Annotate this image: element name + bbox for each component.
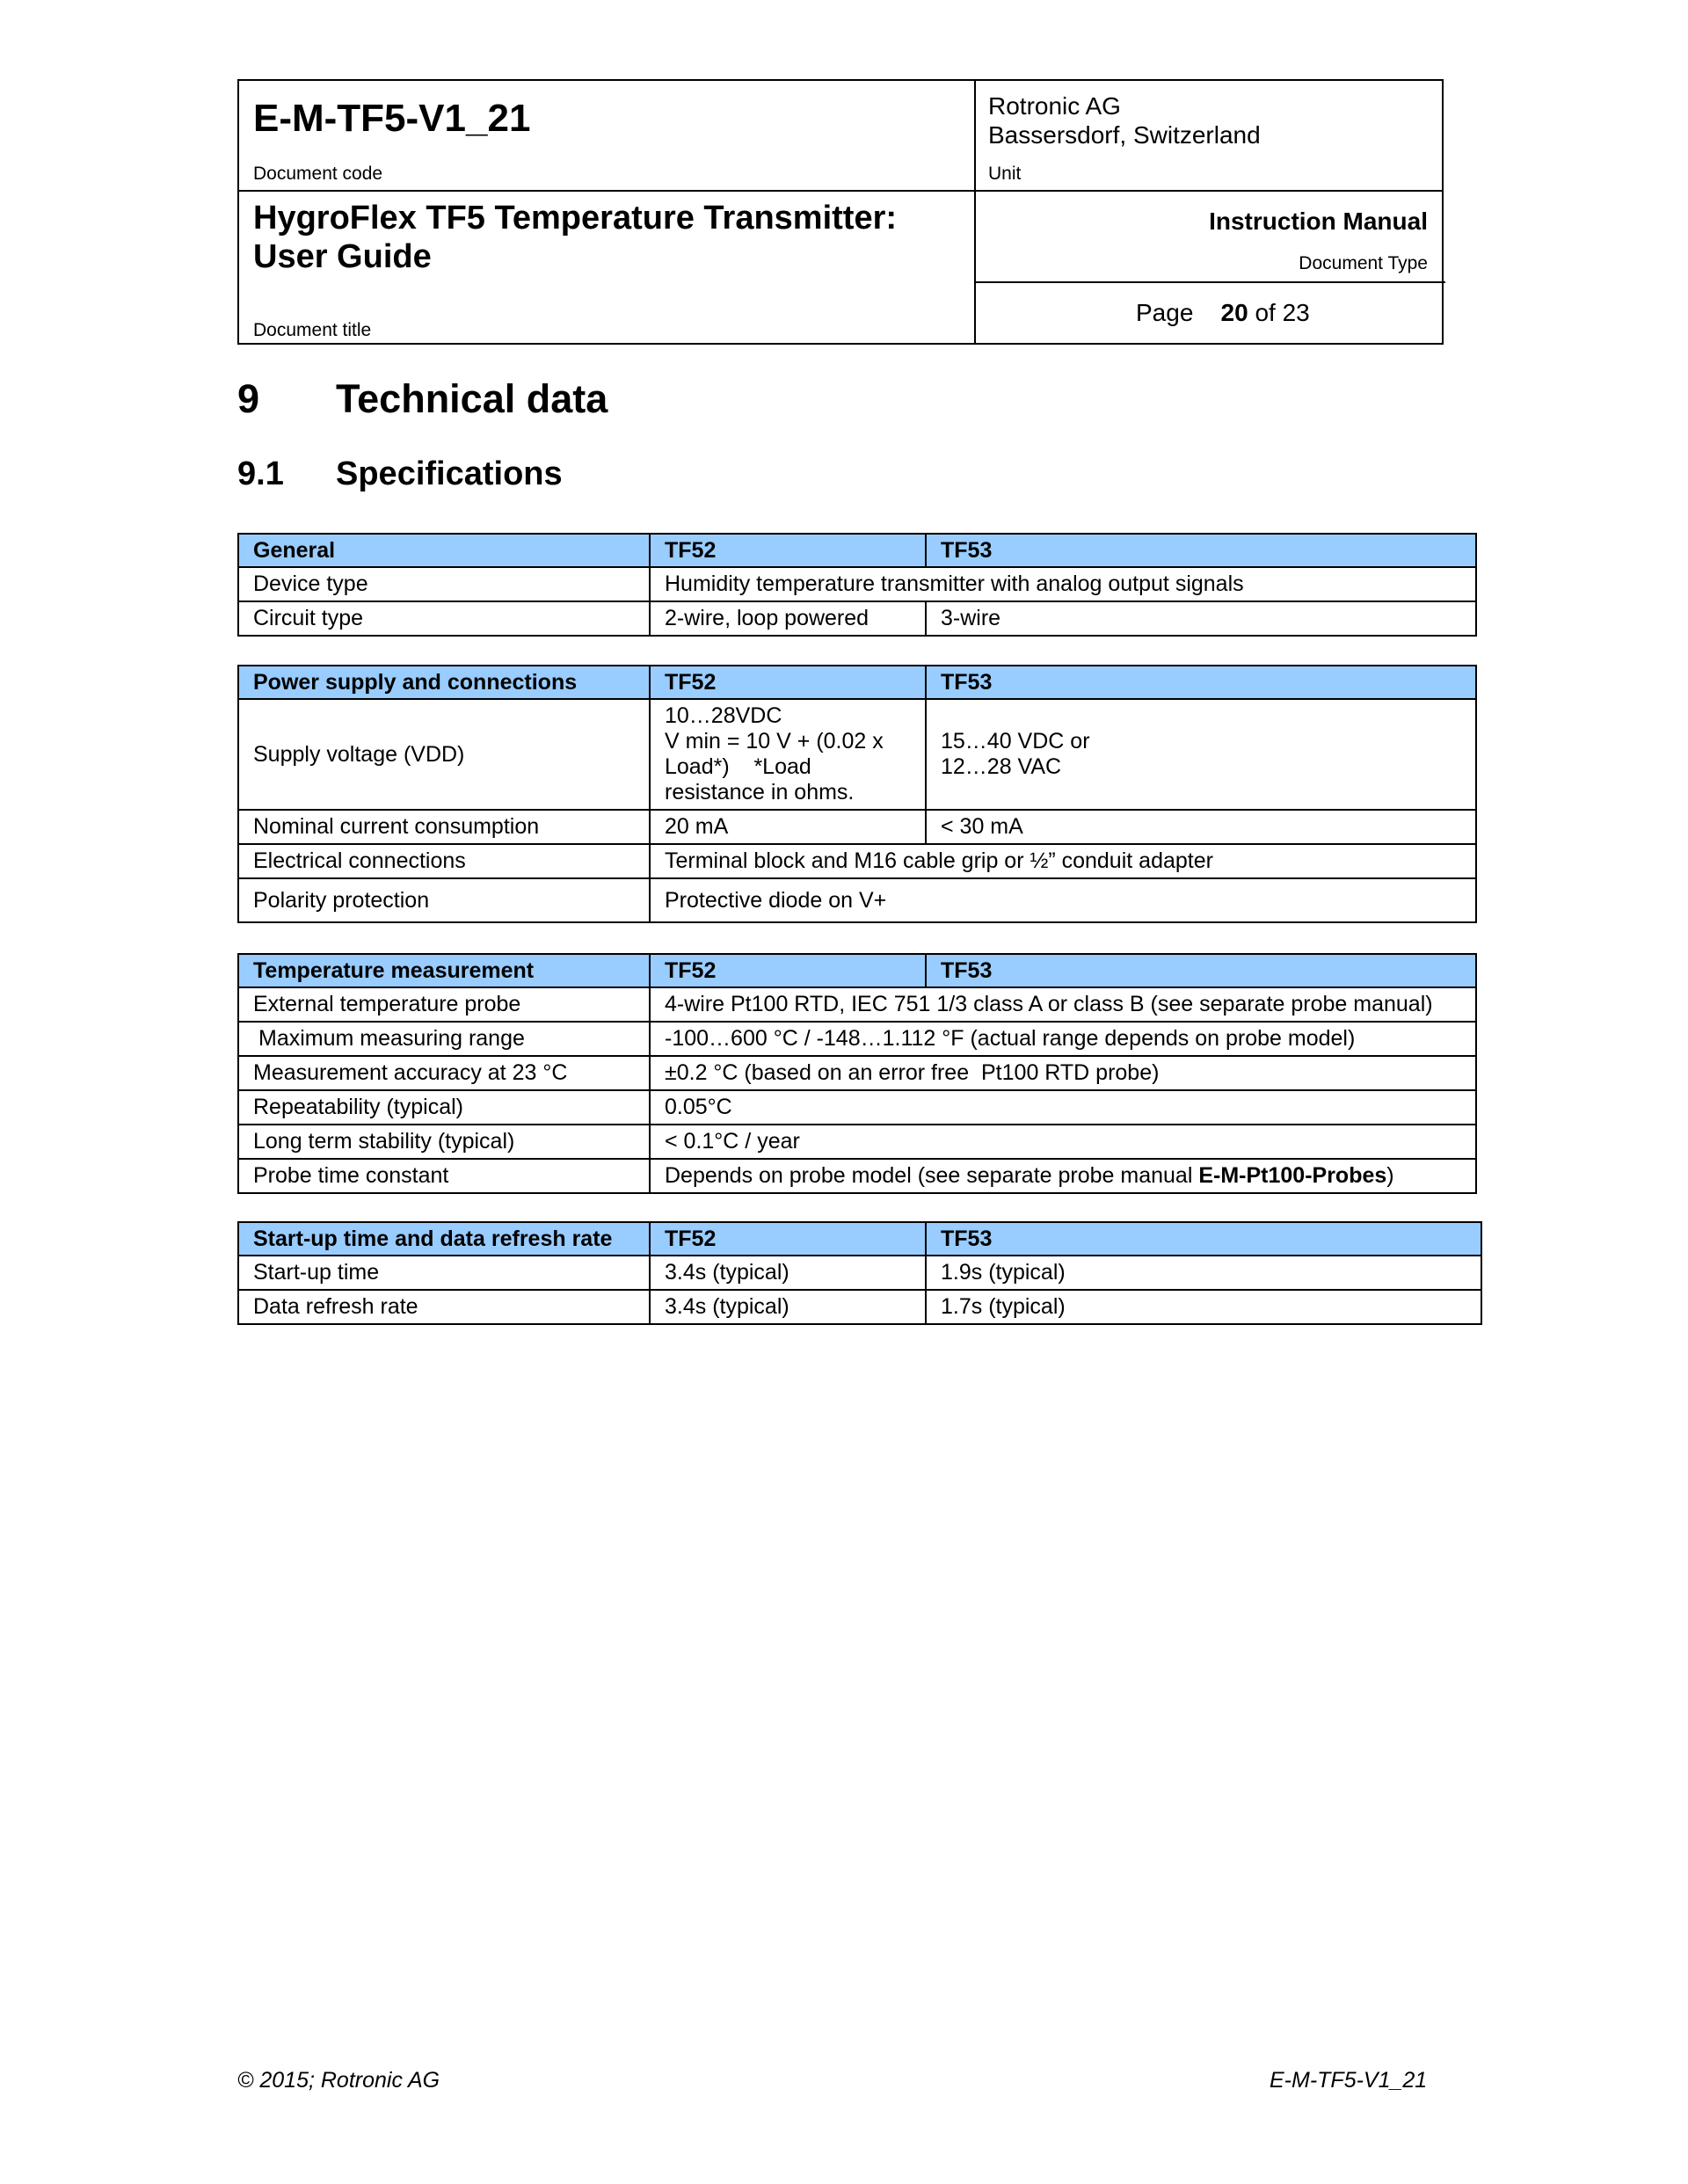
header-cell: Start-up time and data refresh rate xyxy=(238,1222,650,1256)
row-label: External temperature probe xyxy=(238,987,650,1022)
row-value: Terminal block and M16 cable grip or ½” conduit adapter xyxy=(650,844,1476,878)
general-table xyxy=(237,533,1477,637)
unit-label: Unit xyxy=(988,164,1022,184)
header-cell: TF53 xyxy=(926,1222,1481,1256)
supply-tf53-line: 12…28 VAC xyxy=(941,754,1062,779)
row-value-tf52: 20 mA xyxy=(650,810,926,844)
row-value: < 0.1°C / year xyxy=(650,1125,1476,1159)
row-value-tf52: 3.4s (typical) xyxy=(650,1256,926,1290)
subsection-number: 9.1 xyxy=(237,455,284,492)
header-cell: TF53 xyxy=(926,534,1476,567)
subsection-title: Specifications xyxy=(336,455,563,492)
document-title-line1: HygroFlex TF5 Temperature Transmitter: xyxy=(253,200,898,237)
table-row xyxy=(238,987,1476,1022)
row-label: Long term stability (typical) xyxy=(238,1125,650,1159)
page-current: 20 xyxy=(1220,299,1248,326)
header-cell: TF52 xyxy=(650,954,926,987)
power-table xyxy=(237,665,1477,923)
section-heading xyxy=(237,376,608,422)
document-title-label: Document title xyxy=(253,320,372,340)
row-label: Device type xyxy=(238,567,650,601)
document-type-label: Document Type xyxy=(1299,253,1428,273)
unit-info xyxy=(988,91,1261,149)
probe-manual-reference: E-M-Pt100-Probes xyxy=(1198,1163,1387,1188)
table-header-row xyxy=(238,1222,1481,1256)
time-constant-text: Depends on probe model (see separate probe manual xyxy=(665,1163,1199,1188)
row-value: -100…600 °C / -148…1.112 °F (actual range depends on probe model) xyxy=(650,1022,1476,1056)
table-row xyxy=(238,1090,1476,1125)
row-label: Nominal current consumption xyxy=(238,810,650,844)
table-row xyxy=(238,1290,1481,1324)
supply-tf52-line: 10…28VDC xyxy=(665,703,782,728)
table-header-row xyxy=(238,954,1476,987)
row-label: Probe time constant xyxy=(238,1159,650,1193)
supply-tf53-line: 15…40 VDC or xyxy=(941,729,1090,753)
row-label: Polarity protection xyxy=(238,878,650,922)
header-cell: TF52 xyxy=(650,1222,926,1256)
document-title-line2: User Guide xyxy=(253,238,432,275)
supply-tf52-line: resistance in ohms. xyxy=(665,780,855,804)
supply-tf52-line: Load*) *Load xyxy=(665,754,811,779)
temperature-table xyxy=(237,953,1477,1194)
header-cell: Temperature measurement xyxy=(238,954,650,987)
table-row xyxy=(238,1159,1476,1193)
table-row xyxy=(238,601,1476,636)
table-row xyxy=(238,699,1476,810)
table-row xyxy=(238,1022,1476,1056)
table-header-row xyxy=(238,666,1476,699)
row-label: Measurement accuracy at 23 °C xyxy=(238,1056,650,1090)
row-value-tf53: 1.7s (typical) xyxy=(926,1290,1481,1324)
header-cell: TF53 xyxy=(926,954,1476,987)
row-label: Repeatability (typical) xyxy=(238,1090,650,1125)
page-label: Page xyxy=(1136,299,1194,326)
table-row xyxy=(238,878,1476,922)
row-value: Humidity temperature transmitter with analog output signals xyxy=(650,567,1476,601)
header-divider-page xyxy=(974,281,1445,283)
table-row xyxy=(238,810,1476,844)
row-value-tf53: 1.9s (typical) xyxy=(926,1256,1481,1290)
row-label: Data refresh rate xyxy=(238,1290,650,1324)
page-total: of 23 xyxy=(1255,299,1310,326)
header-cell: Power supply and connections xyxy=(238,666,650,699)
row-value: 0.05°C xyxy=(650,1090,1476,1125)
table-row xyxy=(238,1256,1481,1290)
section-title: Technical data xyxy=(336,376,608,421)
subsection-heading xyxy=(237,455,563,493)
time-constant-close: ) xyxy=(1386,1163,1394,1188)
row-label: Start-up time xyxy=(238,1256,650,1290)
row-label: Supply voltage (VDD) xyxy=(238,699,650,810)
document-code-label: Document code xyxy=(253,164,383,184)
header-cell: TF52 xyxy=(650,534,926,567)
row-label: Circuit type xyxy=(238,601,650,636)
footer-copyright: © 2015; Rotronic AG xyxy=(237,2068,440,2093)
row-value: ±0.2 °C (based on an error free Pt100 RTD probe) xyxy=(650,1056,1476,1090)
header-cell: General xyxy=(238,534,650,567)
supply-tf52-line: V min = 10 V + (0.02 x xyxy=(665,729,884,753)
table-row xyxy=(238,1056,1476,1090)
table-row xyxy=(238,1125,1476,1159)
row-value-tf52 xyxy=(650,699,926,810)
footer-doc-code: E-M-TF5-V1_21 xyxy=(1270,2068,1428,2093)
row-value xyxy=(650,1159,1476,1193)
section-number: 9 xyxy=(237,376,260,421)
row-value-tf52: 2-wire, loop powered xyxy=(650,601,926,636)
table-row xyxy=(238,844,1476,878)
table-header-row xyxy=(238,534,1476,567)
document-title xyxy=(253,199,957,276)
header-divider-vertical xyxy=(974,81,976,343)
page-number xyxy=(1136,299,1310,327)
row-value-tf53 xyxy=(926,699,1476,810)
document-type: Instruction Manual xyxy=(1209,207,1428,235)
table-row xyxy=(238,567,1476,601)
header-cell: TF53 xyxy=(926,666,1476,699)
row-value-tf53: 3-wire xyxy=(926,601,1476,636)
row-label: Maximum measuring range xyxy=(238,1022,650,1056)
row-value: Protective diode on V+ xyxy=(650,878,1476,922)
header-divider-horizontal xyxy=(239,190,1442,192)
unit-location: Bassersdorf, Switzerland xyxy=(988,121,1261,149)
row-label: Electrical connections xyxy=(238,844,650,878)
row-value-tf52: 3.4s (typical) xyxy=(650,1290,926,1324)
document-code: E-M-TF5-V1_21 xyxy=(253,97,531,140)
document-header xyxy=(237,79,1444,345)
startup-table xyxy=(237,1221,1482,1325)
unit-company: Rotronic AG xyxy=(988,92,1121,120)
row-value-tf53: < 30 mA xyxy=(926,810,1476,844)
row-value: 4-wire Pt100 RTD, IEC 751 1/3 class A or class B (see separate probe manual) xyxy=(650,987,1476,1022)
header-cell: TF52 xyxy=(650,666,926,699)
